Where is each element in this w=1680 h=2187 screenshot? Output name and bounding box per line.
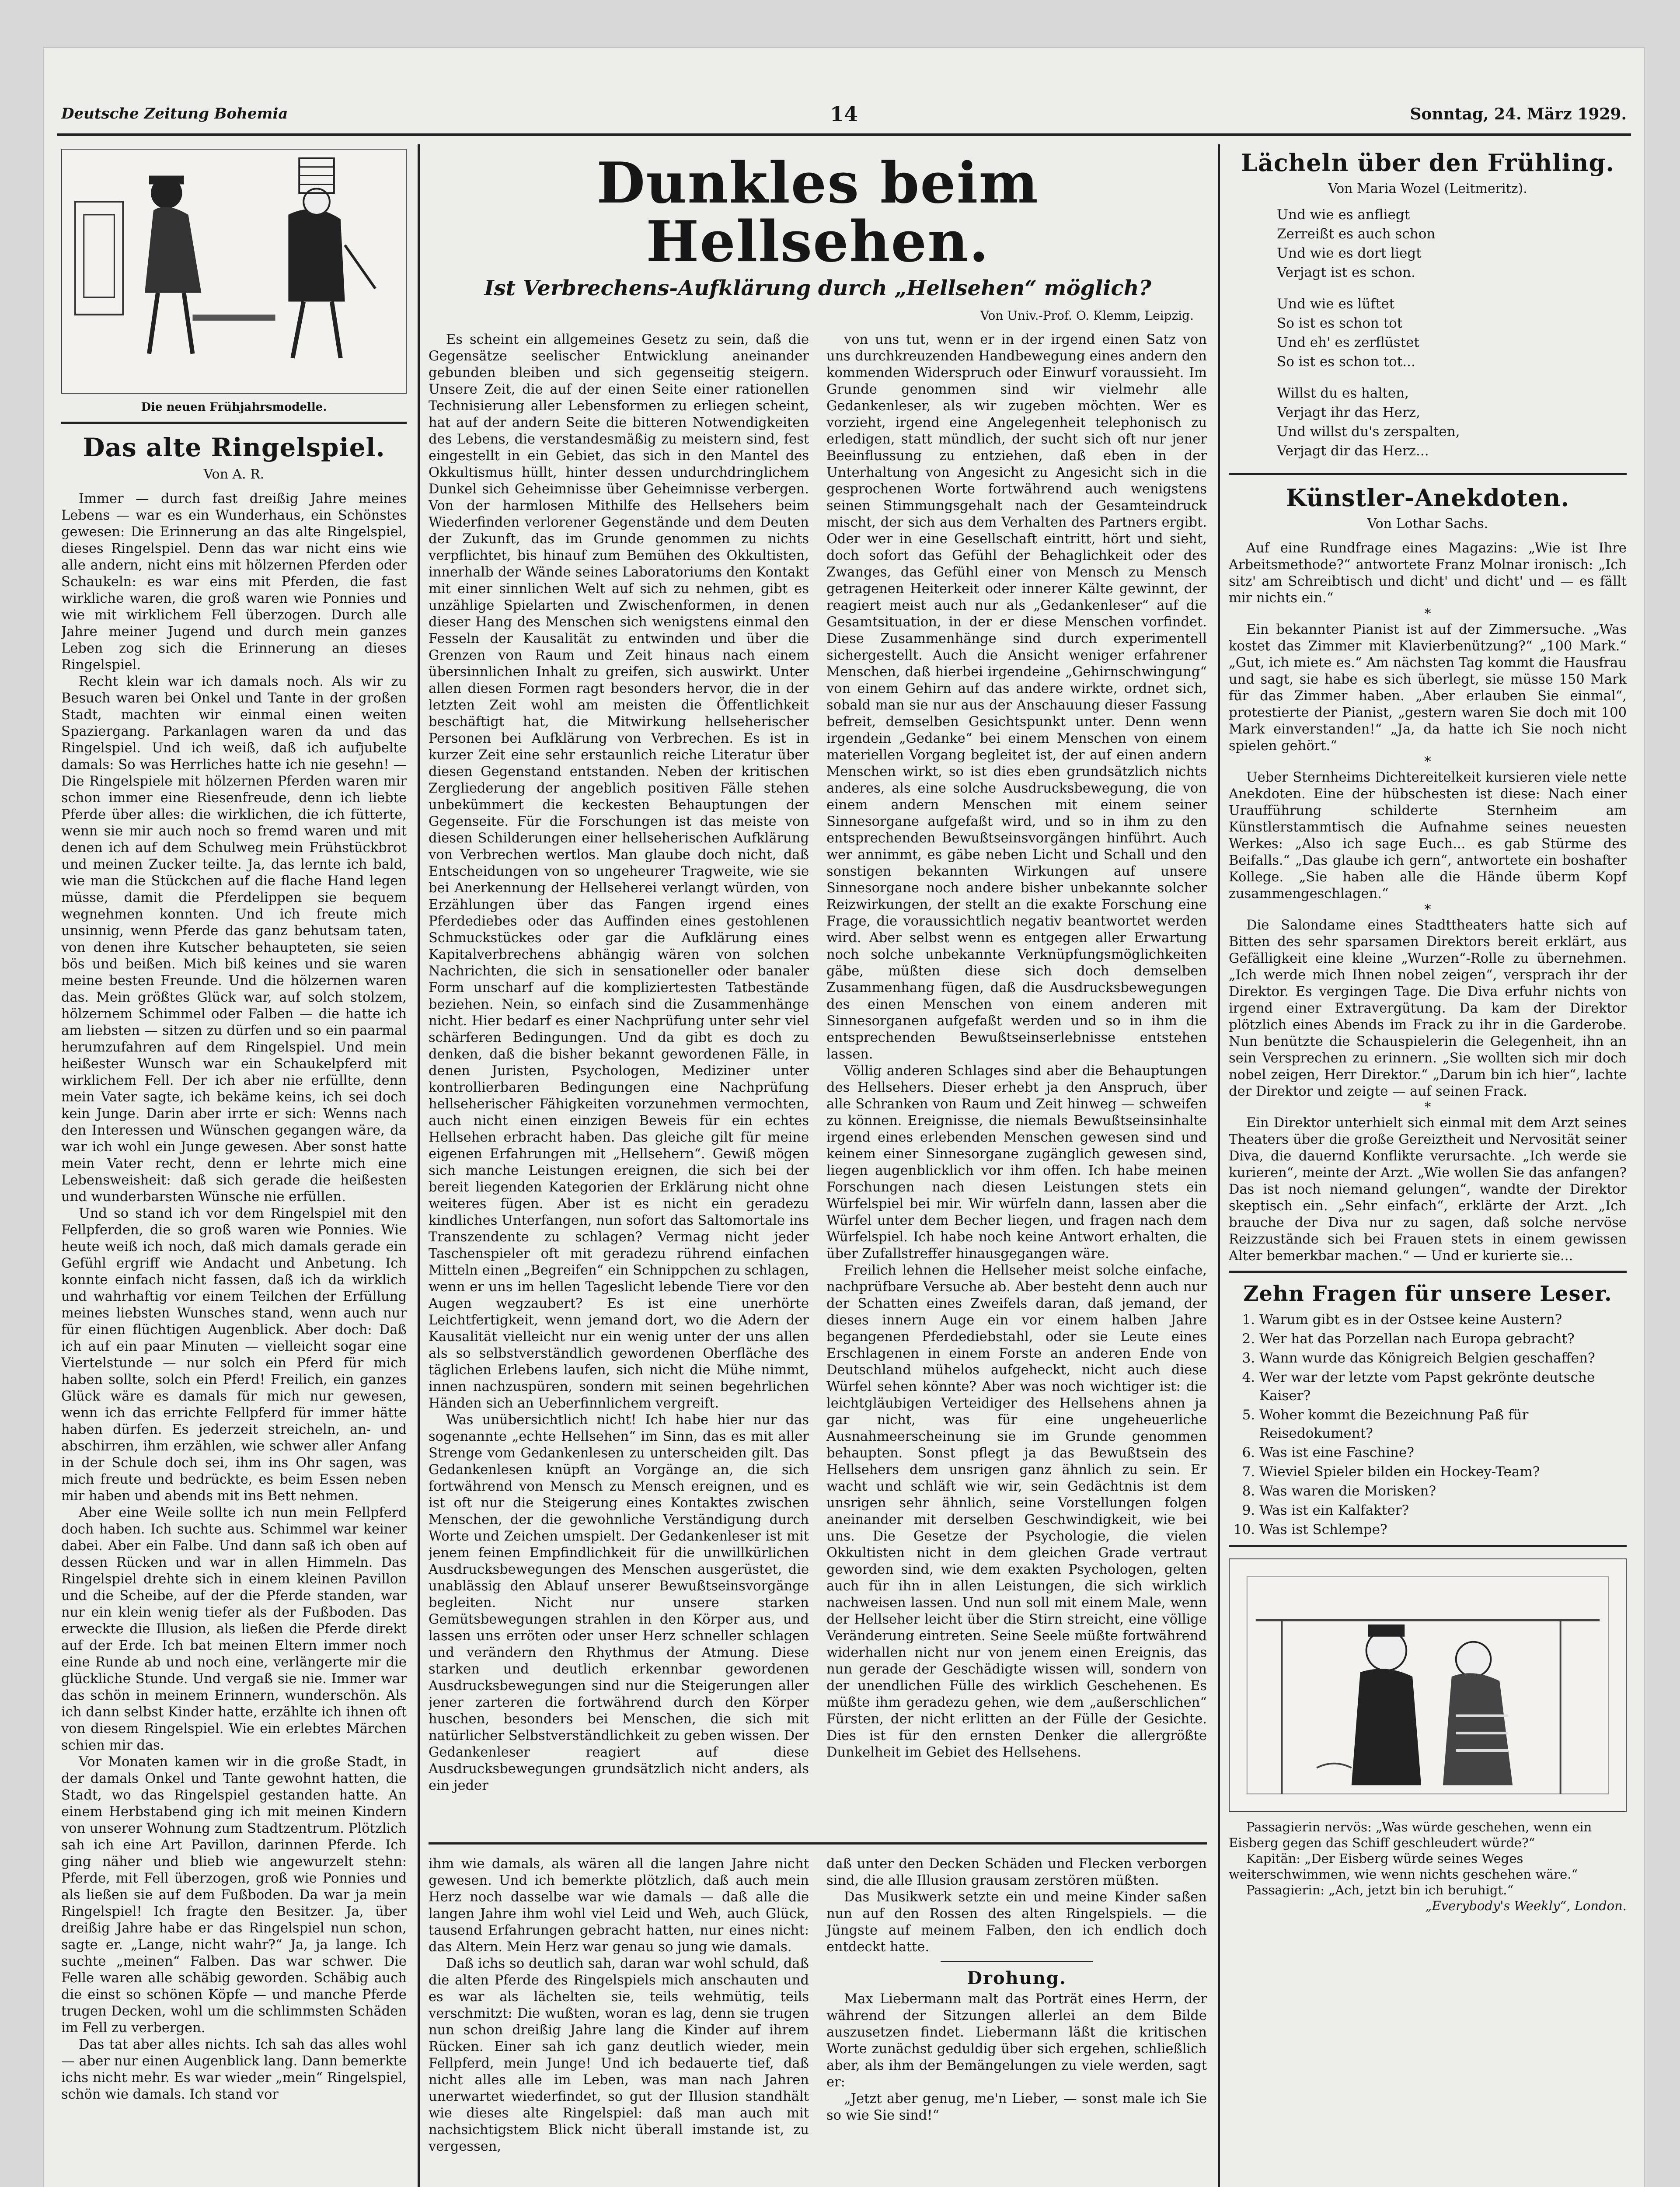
paragraph: Aber eine Weile sollte ich nun mein Fellpferd doch haben. Ich suchte aus. Schimmel war keiner dabei. Aber ein Falbe. Und dann saß ich oben auf dessen Rücken und war in allen Himmeln. Das Ringelspiel drehte sich in einem kleinen Pavillon und die Scheibe, auf der die Pferde standen, war nur ein klein wenig tiefer als der Fußboden. Das erweckte die Illusion, als ließen die Pferde direkt auf der Erde. Ich bat meinen Eltern immer noch eine Runde ab und noch eine, verlängerte mir die glückliche Stunde. Und vergaß sie nie. Immer war das schön in meinem Erinnern, wunderschön. Als ich dann selbst Kinder hatte, erzählte ich ihnen oft von diesem Ringelspiel. Wie ein erlebtes Märchen schien mir das.: [61, 1505, 407, 1753]
issue-date: Sonntag, 24. März 1929.: [1410, 105, 1627, 123]
newspaper-page: [44, 48, 1644, 2187]
poem-stanza: [1277, 294, 1627, 371]
right-column: [1229, 149, 1627, 2187]
spring-fashion-cartoon: [61, 149, 407, 394]
main-article-column-b: [826, 332, 1207, 1836]
anecdotes-body: [1229, 540, 1627, 1265]
anecdotes-title: Künstler-Anekdoten.: [1286, 484, 1570, 512]
anecdotes-section: [1229, 484, 1627, 1265]
section-divider: [1229, 473, 1627, 475]
joke-line: Kapitän: „Der Eisberg würde seines Weges weiterschwimmen, wie wenn nichts geschehen wäre.“: [1229, 1851, 1578, 1882]
paragraph: Es scheint ein allgemeines Gesetz zu sein, daß die Gegensätze seelischer Entwicklung aneinander gebunden bleiben und sich gegenseitig steigern. Unsere Zeit, die auf der einen Seite einer rationellen Technisierung aller Lebensformen zu erliegen scheint, hat auf der andern Seite die bitteren Notwendigkeiten des Lebens, die verstandesmäßig zu meistern sind, fest eingestellt in ein Gebiet, das sich in den Mantel des Okkultismus hüllt, hinter dessen undurchdringlichem Dunkel sich Geheimnisse über Geheimnisse verbergen. Von der harmlosen Mithilfe des Hellsehers beim Wiederfinden verlorener Gegenstände und dem Deuten der Zukunft, das im Grunde genommen zu nichts verpflichtet, bis hinauf zum Bemühen des Okkultisten, innerhalb der Wände seines Laboratoriums den Kontakt mit einer sinnlichen Welt auf sich zu nehmen, gibt es unzählige Spielarten und Zwischenformen, in denen dieser Hang des Menschen sich wenigstens einmal den Fesseln der Kausalität zu entwinden und über die Grenzen von Raum und Zeit hinaus nach einem übersinnlichen Inhalt zu greifen, sich auswirkt. Unter allen diesen Formen ragt besonders hervor, die in der letzten Zeit wohl am meisten die Öffentlichkeit beschäftigt hat, die Mitwirkung hellseherischer Personen bei Aufklärung von Verbrechen. Es ist in kurzer Zeit eine sehr erstaunlich reiche Literatur über diesen Gegenstand entstanden. Neben der kritischen Zergliederung der angeblich positiven Fälle stehen unbekümmert die keckesten Behauptungen der Gegenseite. Für die Forschungen ist das meiste von diesen Schilderungen einer hellseherischen Aufklärung von Verbrechen wertlos. Man glaube doch nicht, daß Entscheidungen von so ungeheurer Tragweite, wie sie bei Anerkennung der Hellseherei verlangt würden, von Erzählungen über das Fangen irgend eines Pferdediebes oder das Auffinden eines gestohlenen Schmuckstückes oder gar die Aufklärung eines Kapitalverbrechens abhängig wären von solchen Nachrichten, die sich in sensationeller oder banaler Form unscharf auf die kompliziertesten Tatbestände beziehen. Nein, so einfach sind die Zusammenhänge nicht. Hier bedarf es einer Nachprüfung unter sehr viel schärferen Bedingungen. Und da gibt es doch zu denken, daß die bisher bekannt gewordenen Fälle, in denen Juristen, Psychologen, Mediziner unter kontrollierbaren Bedingungen eine Nachprüfung hellseherischer Fähigkeiten vorzunehmen vermochten, auch nicht einen einzigen Beweis für ein echtes Hellsehen erbracht haben. Das gleiche gilt für meine eigenen Erfahrungen mit „Hellsehern“. Gewiß mögen sich manche Leistungen ereignen, die sich bei der bereit liegenden Kategorien der Erklärung nicht ohne weiteres fügen. Aber ist es nicht ein geradezu kindliches Unterfangen, nun sofort das Saltomortale ins Transzendente zu schlagen? Vermag nicht jeder Taschenspieler oft mit geradezu rührend einfachen Mitteln einen „Begreifen“ ein Schnippchen zu schlagen, wenn er uns im hellen Tageslicht lebende Tiere vor den Augen wegzaubert? Es ist eine unerhörte Leichtfertigkeit, wenn jemand dort, wo die Adern der Kausalität vielleicht nur ein wenig unter der uns allen als so selbstverständlich gewordenen Oberfläche des täglichen Erlebens laufen, sich nicht die Mühe nimmt, innen nachzuspüren, sondern mit seinen begehrlichen Händen sich an Ueberfinnlichem vergreift.: [429, 332, 809, 1411]
joke-source: „Everybody's Weekly“, London.: [1425, 1898, 1627, 1913]
left-column: [61, 149, 407, 2187]
main-article-column-a: [429, 332, 809, 1836]
anecdote: Ein bekannter Pianist ist auf der Zimmersuche. „Was kostet das Zimmer mit Klavierbenützung?“ „100 Mark.“ „Gut, ich miete es.“ Am nächsten Tag kommt die Hausfrau und sagt, sie habe es sich überlegt, sie müsse 150 Mark für das Zimmer haben. „Aber erlauben Sie einmal“, protestierte der Pianist, „gestern waren Sie doch mit 100 Mark einverstanden!“ „Ja, da hatte ich Sie noch nicht spielen gehört.“: [1229, 622, 1627, 754]
section-divider: [1229, 1545, 1627, 1547]
quiz-item: 3. Wann wurde das Königreich Belgien geschaffen?: [1259, 1349, 1627, 1367]
running-head: [61, 102, 1627, 136]
section-divider: [429, 1842, 1207, 1845]
ship-joke: [1229, 1819, 1627, 1914]
paragraph: Freilich lehnen die Hellseher meist solche einfache, nachprüfbare Versuche ab. Aber besteht denn auch nur der Schatten eines Zweifels daran, daß jemand, der dieses innern Auge ein vor einem halben Jahre begangenen Pferdediebstahl, oder sie Leute eines Erschlagenen in einem Forste an anderen Ende von Deutschland mühelos aufgeheckt, nicht auch diese Würfel sehen könnte? Aber was noch wichtiger ist: die leichtgläubigen Verteidiger des Hellsehens ahnen ja gar nicht, was für eine ungeheuerliche Ausnahmeerscheinung sie im Grunde genommen behaupten. Sonst pflegt ja das Bewußtsein des Hellsehers dem unsrigen ganz ähnlich zu sein. Er wacht und schläft wie wir, sein Gedächtnis ist dem unsrigen sehr ähnlich, seine Vorstellungen folgen aneinander mit derselben Geschwindigkeit, wie bei uns. Die Gesetze der Psychologie, die vielen Okkultisten nicht in dem gleichen Grade vertraut geworden sind, wie dem exakten Psychologen, gelten auch für ihn in allen Leistungen, die sich wirklich nachweisen lassen. Und nun soll mit einem Male, wenn der Hellseher leicht über die Stirn streicht, eine völlige Veränderung eintreten. Seine Seele müßte fortwährend widerhallen nicht nur von jenem einen Ereignis, das nun gerade der Geschädigte wissen will, sondern von der unendlichen Fülle des wirklich Geschehenen. Es müßte ihm geradezu gehen, wie dem „außerschlichen“ Fürsten, der nicht erlitten an der Fülle der Gesichte. Dies ist für den ernsten Denker die allergrößte Dunkelheit im Gebiet des Hellsehens.: [826, 1262, 1207, 1760]
ringelspiel-ending-and-drohung: [826, 1856, 1207, 2155]
column-rule-left: [418, 144, 420, 2187]
anecdote: Ueber Sternheims Dichtereitelkeit kursieren viele nette Anekdoten. Eine der hübschesten ist diese: Nach einer Uraufführung schilderte Sternheim am Künstlerstammtisch die Aufnahme seines neuesten Werkes: „Also ich sage Euch... es gab Stürme des Beifalls.“ „Das glaube ich gern“, antwortete ein boshafter Kollege. „Sie haben alle die Hände überm Kopf zusammengeschlagen.“: [1229, 770, 1627, 901]
poem-title: Lächeln über den Frühling.: [1241, 149, 1615, 177]
poem-line: Verjagt ist es schon.: [1277, 265, 1415, 280]
poem-byline: Von Maria Wozel (Leitmeritz).: [1328, 181, 1527, 196]
article-body-ringelspiel: [61, 491, 407, 2103]
ringelspiel-continuation: [429, 1856, 809, 2155]
paragraph: Vor Monaten kamen wir in die große Stadt, in der damals Onkel und Tante gewohnt hatten, die Stadt, wo das Ringelspiel gestanden hatte. An einem Herbstabend ging ich mit meinen Kindern von unserer Wohnung zum Stadtzentrum. Plötzlich sah ich eine Art Pavillon, darinnen Pferde. Ich ging näher und blieb wie angewurzelt stehn: Pferde, mit Fell überzogen, groß wie Ponnies und als ließen sie auf dem Fußboden. Da war ja mein Ringelspiel! Ich fragte den Besitzer. Ja, über dreißig Jahre habe er das Ringelspiel nun schon, sagte er. „Lange, nicht wahr?“ Ja, ja lange. Ich suchte „meinen“ Falben. Das war schwer. Die Felle waren alle schäbig geworden. Schäbig auch die einst so schönen Köpfe — und manche Pferde trugen Decken, wohl um die schlimmsten Schäden im Fell zu verbergen.: [61, 1754, 407, 2036]
poem-line: Und wie es dort liegt: [1277, 245, 1422, 261]
paragraph: Das Musikwerk setzte ein und meine Kinder saßen nun auf den Rossen des alten Ringelspiels. — die Jüngste auf meinem Falben, den ich endlich doch entdeckt hatte.: [826, 1889, 1207, 1955]
ship-cartoon-drawing: [1230, 1559, 1626, 1811]
paragraph: Was unübersichtlich nicht! Ich habe hier nur das sogenannte „echte Hellsehen“ im Sinn, das es mit aller Strenge vom Gedankenlesen zu unterscheiden gilt. Das Gedankenlesen knüpft an Vorgänge an, die sich fortwährend von Mensch zu Mensch ereignen, und es ist oft nur die Steigerung eines Kontaktes zwischen Menschen, der die gewohnliche Verständigung durch Worte und Zeichen umspielt. Der Gedankenleser ist mit jenem feinen Empfindlichkeit für die unwillkürlichen Ausdrucksbewegungen des Menschen ausgerüstet, die unablässig den Ablauf unserer Bewußtseinsvorgänge begleiten. Nicht nur unsere starken Gemütsbewegungen strahlen in den Körper aus, und lassen uns erröten oder unser Herz schneller schlagen und verändern den Rhythmus der Atmung. Diese starken und deutlich erkennbar gewordenen Ausdrucksbewegungen sind nur die Steigerungen aller jener zarteren die fortwährend durch den Körper huschen, besonders bei Menschen, die sich mit natürlicher Selbstverständlichkeit zu geben wissen. Der Gedankenleser reagiert auf diese Ausdrucksbewegungen grundsätzlich nicht anders, als ein jeder: [429, 1412, 809, 1793]
cartoon-caption: Die neuen Frühjahrsmodelle.: [141, 401, 327, 414]
bottom-continuation: [429, 1856, 1207, 2155]
middle-column: [429, 149, 1207, 2187]
poem-stanza: [1277, 384, 1627, 461]
joke-line: Passagierin nervös: „Was würde geschehen, wenn ein Eisberg gegen das Schiff geschleudert würde?“: [1229, 1820, 1592, 1850]
poem-line: Und eh' es zerflüstet: [1277, 335, 1419, 350]
header-rule: [57, 133, 1631, 136]
poem-line: Und willst du's zerspalten,: [1277, 424, 1460, 440]
main-subtitle: Ist Verbrechens-Aufklärung durch „Hellsehen“ möglich?: [484, 276, 1151, 300]
cartoon-drawing: [62, 150, 406, 393]
main-byline: Von Univ.-Prof. O. Klemm, Leipzig.: [980, 308, 1194, 323]
poem-line: Und wie es lüftet: [1277, 296, 1395, 312]
quiz-item: 9. Was ist ein Kalfakter?: [1259, 1501, 1627, 1520]
quiz-item: 6. Was ist eine Faschine?: [1259, 1443, 1627, 1462]
poem-line: So ist es schon tot...: [1277, 354, 1415, 370]
anecdotes-byline: Von Lothar Sachs.: [1367, 516, 1488, 531]
quiz-list: [1229, 1310, 1627, 1539]
poem-line: Verjagt dir das Herz...: [1277, 443, 1429, 459]
column-rule-right: [1218, 144, 1220, 2187]
paragraph: Daß ichs so deutlich sah, daran war wohl schuld, daß die alten Pferde des Ringelspiels mich anschauten und es war als lächelten sie, teils wehmütig, teils verschmitzt: Die wußten, woran es lag, denn sie trugen nun schon dreißig Jahre lang die Kinder auf ihrem Rücken. Einer sah ich ganz deutlich wieder, mein Fellpferd, mein Junge! Und ich bedauerte tief, daß nicht alles alle im Leben, was man nach Jahren unerwartet wiederfindet, so gut der Illusion standhält wie dieses alte Ringelspiel: daß man auch mit nachsichtigstem Blick nicht überall imstande ist, zu vergessen,: [429, 1956, 809, 2154]
paragraph: „Jetzt aber genug, me'n Lieber, — sonst male ich Sie so wie Sie sind!“: [826, 2091, 1207, 2123]
paragraph: ihm wie damals, als wären all die langen Jahre nicht gewesen. Und ich bemerkte plötzlich, daß auch mein Herz noch dasselbe war wie damals — daß alle die langen Jahre ihm wohl viel Leid und Weh, auch Glück, tausend Erfahrungen gebracht hatten, nur eines nicht: das Altern. Mein Herz war genau so jung wie damals.: [429, 1856, 809, 1955]
page-number: 14: [830, 102, 858, 126]
article-byline: Von A. R.: [203, 467, 265, 482]
paragraph: Recht klein war ich damals noch. Als wir zu Besuch waren bei Onkel und Tante in der großen Stadt, machten wir einmal einen weiten Spaziergang. Parkanlagen waren da und das Ringelspiel. Und ich weiß, daß ich aufjubelte damals: So was Herrliches hatte ich nie gesehn! — Die Ringelspiele mit hölzernen Pferden waren mir schon immer eine Riesenfreude, denn ich liebte Pferde über alles: die wirklichen, die ich fütterte, wenn sie mir auch noch so fremd waren und mit denen ich auf dem Schulweg mein Frühstückbrot und meinen Zucker teilte. Ja, das lernte ich bald, wie man die Stückchen auf die flache Hand legen müsse, damit die Pferdelippen sie bequem wegnehmen konnten. Und ich freute mich unsinnig, wenn Pferde das ganz behutsam taten, von denen ihre Kutscher behaupteten, sie seien bös und beißen. Mich biß keines und sie waren meine besten Freunde. Und die hölzernen waren das. Mein größtes Glück war, auf solch stolzem, hölzernem Schimmel oder Falben — die hatte ich am liebsten — sitzen zu dürfen und so ein paarmal herumzufahren auf dem Ringelspiel. Und mein heißester Wunsch war ein Schaukelpferd mit wirklichem Fell. Der ich aber nie erfüllte, denn mein Vater sagte, ich bekäme keins, ich sei doch kein Junge. Darin aber irrte er sich: Wenns nach den Interessen und Wünschen gegangen wäre, da war ich wohl ein Junge gewesen. Aber sonst hatte mein Vater recht, denn er lehrte mich eine Lebensweisheit: daß sich gerade die heißesten und wunderbarsten Wünsche nie erfüllen.: [61, 674, 407, 1205]
separator-star-icon: *: [1424, 754, 1431, 769]
anecdote: Auf eine Rundfrage eines Magazins: „Wie ist Ihre Arbeitsmethode?“ antwortete Franz Molnar ironisch: „Ich sitz' am Schreibtisch und dicht' und dicht' und — es fällt mir nichts ein.“: [1229, 541, 1627, 606]
newspaper-name: Deutsche Zeitung Bohemia: [61, 105, 288, 122]
quiz-item: 1. Warum gibt es in der Ostsee keine Austern?: [1259, 1310, 1627, 1329]
quiz-item: 2. Wer hat das Porzellan nach Europa gebracht?: [1259, 1330, 1627, 1348]
paragraph: Völlig anderen Schlages sind aber die Behauptungen des Hellsehers. Dieser erhebt ja den Anspruch, über alle Schranken von Raum und Zeit hinweg — schweifen zu können. Ereignisse, die niemals Bewußtseinsinhalte irgend eines erlebenden Menschen gewesen sind und keinem einer Sinnesorgane zugänglich gewesen sind, liegen augenblicklich vor ihm offen. Ich habe meinen Forschungen nach diesen Leistungen stets ein Würfelspiel bei mir. Wir würfeln dann, lassen aber die Würfel unter dem Becher liegen, und fragen nach dem Würfelspiel. Ich habe noch keine Antwort erhalten, die über Zufallstreffer hinausgegangen wäre.: [826, 1063, 1207, 1261]
poem-line: Verjagt ihr das Herz,: [1277, 405, 1420, 420]
paragraph: Das tat aber alles nichts. Ich sah das alles wohl — aber nur einen Augenblick lang. Dann bemerkte ichs nicht mehr. Es war wieder „mein“ Ringelspiel, schön wie damals. Ich stand vor: [61, 2037, 407, 2102]
paragraph: von uns tut, wenn er in der irgend einen Satz von uns durchkreuzenden Handbewegung eines andern den kommenden Widerspruch oder Einwurf voraussieht. Im Grunde genommen sind wir vielmehr alle Gedankenleser, als wir zugeben möchten. Wer es vorzieht, irgend eine Angelegenheit telephonisch zu erledigen, statt mündlich, der sucht sich oft nur jener Beeinflussung zu entziehen, daß eben in der Unterhaltung von Angesicht zu Angesicht sich in die gesprochenen Worte fortwährend auch wenigstens seinen Stimmungsgehalt nach der Gesamteindruck mischt, der sich aus dem Verhalten des Partners ergibt. Oder wer in eine Gesellschaft eintritt, hört und sieht, doch sofort das Gefühl der Behaglichkeit oder des Zwanges, das Gefühl einer von Mensch zu Mensch getragenen Heiterkeit oder innerer Kälte gewinnt, der reagiert meist auch nur als „Gedankenleser“ auf die Gesamtsituation, in der er diese Menschen vorfindet. Diese Zusammenhänge sind durch experimentell sichergestellt. Auch die Ansicht weniger erfahrener Menschen, daß hierbei irgendeine „Gehirnschwingung“ von einem Gehirn auf das andere wirkte, ordnet sich, sobald man sie nur aus der Anschauung dieser Fassung befreit, demselben Gesichtspunkt unter. Denn wenn irgendein „Gedanke“ bei einem Menschen von einem materiellen Vorgang begleitet ist, der auf einen andern Menschen wirkt, so ist dies eben grundsätzlich nichts anderes, als eine solche Ausdrucksbewegung, die von einem andern Menschen mit einem seiner Sinnesorgane aufgefaßt wird, und so in ihm zu den entsprechenden Bewußtseinsvorgängen hinführt. Auch wer annimmt, es gäbe neben Licht und Schall und den sonstigen bekannten Wirkungen auf unsere Sinnesorgane noch andere bisher unbekannte solcher Reizwirkungen, der stellt an die exakte Forschung eine Frage, die voraussichtlich negativ beantwortet werden wird. Aber selbst wenn es entgegen aller Erwartung noch solche unbekannte Verknüpfungsmöglichkeiten gäbe, müßten diese sich doch demselben Zusammenhang fügen, daß die Ausdrucksbewegungen des einen Menschen von einem anderen mit Sinnesorganen aufgefaßt werden und so in ihm die entsprechenden Bewußtseinserlebnisse entstehen lassen.: [826, 332, 1207, 1062]
main-headline: Dunkles beim Hellsehen.: [596, 150, 1039, 275]
poem-line: Zerreißt es auch schon: [1277, 226, 1436, 242]
poem-body: [1277, 205, 1627, 461]
paragraph: Und so stand ich vor dem Ringelspiel mit den Fellpferden, die so groß waren wie Ponnies. Wie heute weiß ich noch, daß mich damals gerade ein Gefühl ergriff wie Andacht und Anbetung. Ich konnte einfach nicht fassen, daß ich da wirklich und wahrhaftig vor einem Teilchen der Erfüllung meines liebsten Wunsches stand, wenn auch nur für einen flüchtigen Augenblick. Aber doch: Daß ich auf ein paar Minuten — vielleicht sogar eine Viertelstunde — nur solch ein Pferd für mich haben sollte, solch ein Pferd! Freilich, ein ganzes Glück wäre es damals für mich nur gewesen, wenn ich das errichte Fellpferd für immer hätte haben dürfen. Es jederzeit streicheln, an- und abschirren, ihm erzählen, wie schwer aller Anfang in der Schule doch sei, ihm ins Ohr sagen, was mich freute und bedrückte, es beim Essen neben mir haben und abends mit ins Bett nehmen.: [61, 1206, 407, 1504]
separator-star-icon: *: [1424, 1100, 1431, 1115]
ship-cartoon: [1229, 1558, 1627, 1812]
separator-star-icon: *: [1424, 606, 1431, 622]
quiz-item: 5. Woher kommt die Bezeichnung Paß für Reisedokument?: [1259, 1406, 1627, 1443]
section-divider: [61, 422, 407, 424]
section-divider: [1229, 1271, 1627, 1273]
article-title-ringelspiel: Das alte Ringelspiel.: [83, 433, 385, 462]
drohung-title: Drohung.: [967, 1967, 1067, 1988]
quiz-item: 7. Wieviel Spieler bilden ein Hockey-Team?: [1259, 1463, 1627, 1481]
poem-line: Willst du es halten,: [1277, 385, 1409, 401]
quiz-item: 8. Was waren die Morisken?: [1259, 1482, 1627, 1500]
poem-stanza: [1277, 205, 1627, 282]
paragraph: daß unter den Decken Schäden und Flecken verborgen sind, die alle Illusion grausam zerstören müßten.: [826, 1856, 1207, 1888]
quiz-item: 10. Was ist Schlempe?: [1259, 1520, 1627, 1539]
poem-line: So ist es schon tot: [1277, 315, 1403, 331]
poem-line: Und wie es anfliegt: [1277, 207, 1410, 223]
anecdote: Die Salondame eines Stadttheaters hatte sich auf Bitten des sehr sparsamen Direktors bereit erklärt, aus Gefälligkeit eine kleine „Wurzen“-Rolle zu übernehmen. „Ich werde mich Ihnen nobel zeigen“, versprach ihr der Direktor. Es vergingen Tage. Die Diva erfuhr nichts von irgend einer Extravergütung. Da kam der Direktor plötzlich eines Abends im Frack zu ihr in die Garderobe. Nun benützte die Schauspielerin die Gelegenheit, ihn an sein Versprechen zu erinnern. „Sie wollten sich mir doch nobel zeigen, Herr Direktor.“ „Darum bin ich hier“, lachte der Direktor und zeigte — auf seinen Frack.: [1229, 918, 1627, 1099]
paragraph: Max Liebermann malt das Porträt eines Herrn, der während der Sitzungen allerlei an dem Bilde auszusetzen findet. Liebermann läßt die kritischen Worte zunächst geduldig über sich ergehen, schließlich aber, als ihm der Bemängelungen zu viele werden, sagt er:: [826, 1991, 1207, 2090]
section-divider: [941, 1961, 1093, 1962]
quiz-item: 4. Wer war der letzte vom Papst gekrönte deutsche Kaiser?: [1259, 1368, 1627, 1405]
anecdote: Ein Direktor unterhielt sich einmal mit dem Arzt seines Theaters über die große Gereiztheit und Nervosität seiner Diva, die dauernd Konflikte verursachte. „Ich werde sie kurieren“, meinte der Arzt. „Wie wollen Sie das anfangen? Das ist noch niemand gelungen“, wandte der Direktor skeptisch ein. „Sehr einfach“, erklärte der Arzt. „Ich brauche der Diva nur zu sagen, daß solche nervöse Reizzustände sich bei Frauen stets in einem gewissen Alter bemerkbar machen.“ — Und er kurierte sie...: [1229, 1115, 1627, 1264]
paragraph: Immer — durch fast dreißig Jahre meines Lebens — war es ein Wunderhaus, ein Schönstes gewesen: Die Erinnerung an das alte Ringelspiel, dieses Ringelspiel. Denn das war nicht eins wie alle andern, nicht eins mit hölzernen Pferden oder Schaukeln: es war eins mit Pferden, die fast wirkliche waren, die groß waren wie Ponnies und wie mit wirklichem Fell überzogen. Durch alle Jahre meiner Jugend und durch mein ganzes Leben zog sich die Erinnerung an dieses Ringelspiel.: [61, 491, 407, 673]
quiz-title: Zehn Fragen für unsere Leser.: [1243, 1282, 1612, 1306]
separator-star-icon: *: [1424, 902, 1431, 917]
main-article-body: [429, 332, 1207, 1836]
joke-line: Passagierin: „Ach, jetzt bin ich beruhigt.“: [1246, 1883, 1514, 1897]
